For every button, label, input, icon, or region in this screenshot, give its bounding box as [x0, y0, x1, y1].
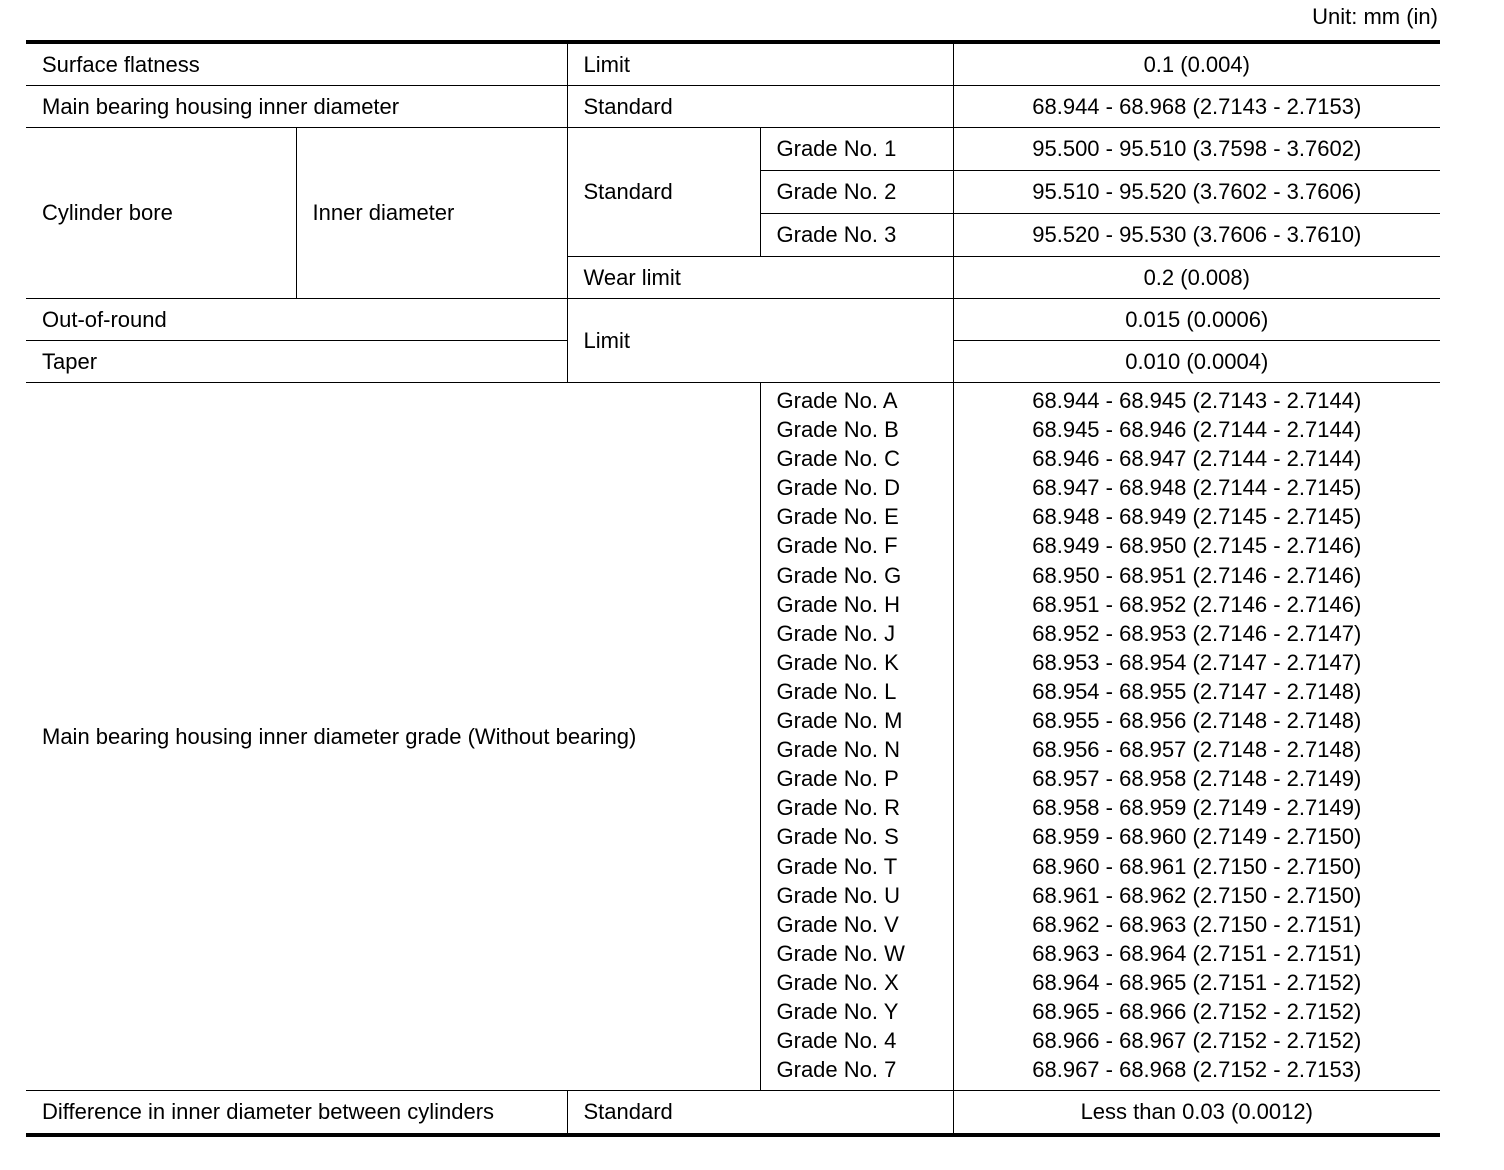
grade-value: 68.949 - 68.950 (2.7145 - 2.7146) [1032, 533, 1362, 559]
grade-label: Grade No. P [776, 766, 899, 792]
grade-list-cell [760, 383, 953, 1091]
grade-label: Grade No. N [776, 737, 900, 763]
grade-value: 68.944 - 68.945 (2.7143 - 2.7144) [1032, 388, 1362, 413]
grade-label: Grade No. M [776, 708, 903, 734]
grade-value: 68.965 - 68.966 (2.7152 - 2.7152) [1032, 998, 1362, 1024]
grade-value: 68.956 - 68.957 (2.7148 - 2.7148) [1032, 737, 1362, 763]
grade-label: Grade No. T [776, 853, 898, 879]
grade-value: 68.958 - 68.959 (2.7149 - 2.7149) [1032, 795, 1362, 821]
grade-label: Grade No. Y [776, 998, 899, 1024]
grade-value: 68.948 - 68.949 (2.7145 - 2.7145) [1032, 504, 1362, 530]
grade-label: Grade No. H [776, 591, 900, 617]
grade-value: 68.947 - 68.948 (2.7144 - 2.7145) [1032, 475, 1362, 501]
value-cell: Less than 0.03 (0.0012) [953, 1091, 1440, 1136]
grade-label: Grade No. V [776, 911, 899, 937]
grade-label: Grade No. 4 [776, 1028, 897, 1054]
item-cell: Main bearing housing inner diameter grade (Without bearing) [26, 383, 760, 1091]
grade-label: Grade No. 7 [776, 1057, 897, 1083]
spec-table [26, 40, 1440, 1137]
condition-cell: Standard [567, 1091, 953, 1136]
value-cell: 0.010 (0.0004) [953, 341, 1440, 383]
value-cell: 68.944 - 68.968 (2.7143 - 2.7153) [953, 86, 1440, 128]
grade-cell: Grade No. 2 [760, 171, 953, 214]
grade-value: 68.964 - 68.965 (2.7151 - 2.7152) [1032, 969, 1362, 995]
grade-cell: Grade No. 1 [760, 128, 953, 171]
table-row [26, 86, 1440, 128]
grade-value: 68.951 - 68.952 (2.7146 - 2.7146) [1032, 591, 1362, 617]
grade-label: Grade No. B [776, 417, 899, 443]
item-cell: Cylinder bore [26, 128, 296, 299]
condition-cell: Limit [567, 42, 953, 86]
grade-label: Grade No. S [776, 824, 899, 850]
grade-value: 68.957 - 68.958 (2.7148 - 2.7149) [1032, 766, 1362, 792]
grade-label: Grade No. A [776, 388, 898, 413]
condition-cell: Limit [567, 299, 953, 383]
grade-label: Grade No. F [776, 533, 898, 559]
grade-list [777, 383, 953, 1090]
value-cell: 95.520 - 95.530 (3.7606 - 3.7610) [953, 214, 1440, 257]
value-cell: 0.2 (0.008) [953, 257, 1440, 299]
table-row [26, 42, 1440, 86]
grade-value: 68.967 - 68.968 (2.7152 - 2.7153) [1032, 1057, 1362, 1083]
table-row [26, 383, 1440, 1091]
table-row [26, 299, 1440, 341]
condition-cell: Wear limit [567, 257, 953, 299]
grade-value: 68.950 - 68.951 (2.7146 - 2.7146) [1032, 562, 1362, 588]
condition-cell: Standard [567, 128, 760, 257]
grade-label: Grade No. J [776, 620, 896, 646]
grade-label: Grade No. D [776, 475, 900, 501]
unit-label: Unit: mm (in) [1312, 4, 1438, 29]
grade-value: 68.966 - 68.967 (2.7152 - 2.7152) [1032, 1028, 1362, 1054]
grade-label: Grade No. K [776, 649, 899, 675]
grade-label: Grade No. L [776, 678, 897, 704]
item-cell: Main bearing housing inner diameter [26, 86, 567, 128]
grade-value: 68.959 - 68.960 (2.7149 - 2.7150) [1032, 824, 1362, 850]
condition-cell: Standard [567, 86, 953, 128]
grade-value: 68.952 - 68.953 (2.7146 - 2.7147) [1032, 620, 1362, 646]
grade-value: 68.945 - 68.946 (2.7144 - 2.7144) [1032, 417, 1362, 443]
item-cell: Out-of-round [26, 299, 567, 341]
grade-value: 68.960 - 68.961 (2.7150 - 2.7150) [1032, 853, 1362, 879]
value-cell: 95.500 - 95.510 (3.7598 - 3.7602) [953, 128, 1440, 171]
value-cell: 0.015 (0.0006) [953, 299, 1440, 341]
value-list-cell [953, 383, 1440, 1091]
value-cell: 0.1 (0.004) [953, 42, 1440, 86]
grade-label: Grade No. E [776, 504, 899, 530]
grade-label: Grade No. W [776, 940, 905, 966]
item-cell: Difference in inner diameter between cylinders [26, 1091, 567, 1136]
item-cell: Surface flatness [26, 42, 567, 86]
grade-value: 68.953 - 68.954 (2.7147 - 2.7147) [1032, 649, 1362, 675]
grade-value: 68.963 - 68.964 (2.7151 - 2.7151) [1032, 940, 1362, 966]
grade-value: 68.954 - 68.955 (2.7147 - 2.7148) [1032, 678, 1362, 704]
subitem-cell: Inner diameter [296, 128, 567, 299]
value-list [954, 383, 1441, 1090]
value-cell: 95.510 - 95.520 (3.7602 - 3.7606) [953, 171, 1440, 214]
grade-value: 68.961 - 68.962 (2.7150 - 2.7150) [1032, 882, 1362, 908]
grade-label: Grade No. C [776, 446, 900, 472]
grade-label: Grade No. U [776, 882, 900, 908]
grade-label: Grade No. G [776, 562, 902, 588]
grade-label: Grade No. R [776, 795, 900, 821]
table-row [26, 1091, 1440, 1136]
grade-label: Grade No. X [776, 969, 899, 995]
grade-value: 68.955 - 68.956 (2.7148 - 2.7148) [1032, 708, 1362, 734]
grade-value: 68.946 - 68.947 (2.7144 - 2.7144) [1032, 446, 1362, 472]
grade-cell: Grade No. 3 [760, 214, 953, 257]
item-cell: Taper [26, 341, 567, 383]
grade-value: 68.962 - 68.963 (2.7150 - 2.7151) [1032, 911, 1362, 937]
table-row [26, 128, 1440, 171]
